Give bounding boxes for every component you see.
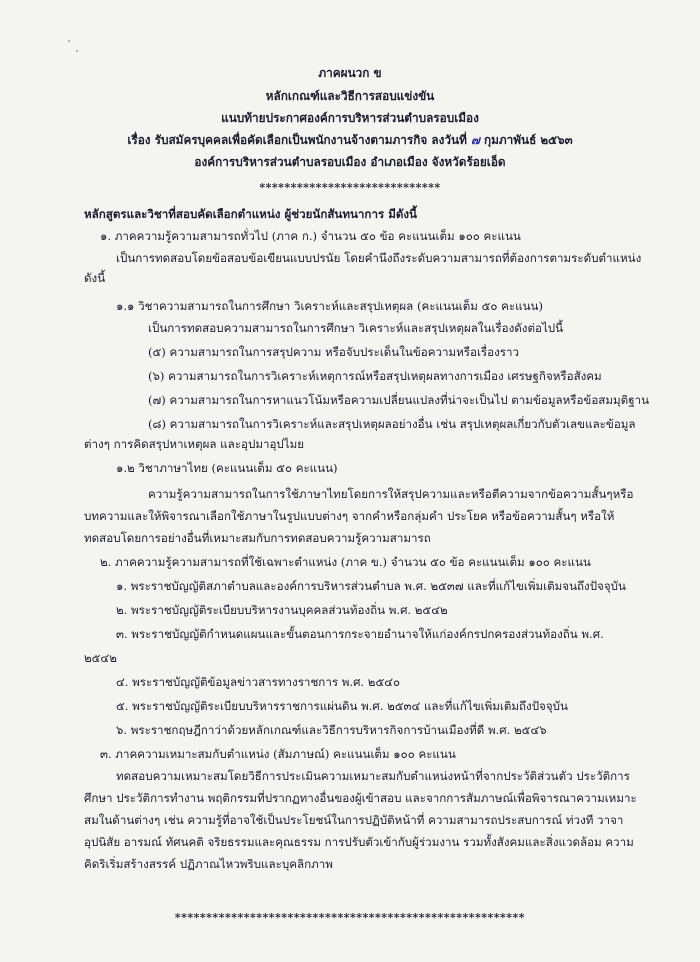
body-line: อุปนิสัย อารมณ์ ทัศนคติ จริยธรรมและคุณธรรม การปรับตัวเข้ากับผู้ร่วมงาน รวมทั้งสังคมและสิ่งแวดล้อม ความ [84, 835, 634, 849]
body-line: คิดริเริ่มสร้างสรรค์ ปฏิภาณไหวพริบและบุคลิกภาพ [84, 857, 333, 871]
subject-line [0, 130, 700, 150]
body-line: ความรู้ความสามารถในการใช้ภาษาไทยโดยการให้สรุปความและหรือตีความจากข้อความสั้นๆหรือ [148, 487, 634, 501]
list-item: (๗) ความสามารถในการหาแนวโน้มหรือความเปลี่ยนแปลงที่น่าจะเป็นไป ตามข้อมูลหรือข้อสมมุติฐาน [148, 393, 650, 407]
body-line: ทดสอบความเหมาะสมโดยวิธีการประเมินความเหมาะสมกับตำแหน่งหน้าที่จากประวัติส่วนตัว ประวัติการ [116, 769, 630, 783]
body-line: ศึกษา ประวัติการทำงาน พฤติกรรมที่ปรากฏทางอื่นของผู้เข้าสอบ และจากการสัมภาษณ์เพื่อพิจารณาความเหมาะ [84, 791, 637, 805]
header-divider: ***************************** [259, 181, 441, 194]
subject-prefix: เรื่อง รับสมัครบุคคลเพื่อคัดเลือกเป็นพนักงานจ้างตามภารกิจ ลงวันที่ [127, 133, 467, 147]
section-1-heading: ๑. ภาคความรู้ความสามารถทั่วไป (ภาค ก.) จำนวน ๕๐ ข้อ คะแนนเต็ม ๑๐๐ คะแนน [100, 229, 521, 243]
law-item: ๓. พระราชบัญญัติกำหนดแผนและขั้นตอนการกระจายอำนาจให้แก่องค์กรปกครองส่วนท้องถิ่น พ.ศ. [116, 627, 604, 641]
section-3-heading: ๓. ภาคความเหมาะสมกับตำแหน่ง (สัมภาษณ์) คะแนนเต็ม ๑๐๐ คะแนน [100, 747, 456, 761]
body-line: ดังนี้ [84, 271, 106, 285]
law-item: ๔. พระราชบัญญัติข้อมูลข่าวสารทางราชการ พ.ศ. ๒๕๔๐ [116, 675, 401, 689]
list-item: (๕) ความสามารถในการสรุปความ หรือจับประเด็นในข้อความหรือเรื่องราว [148, 345, 520, 359]
subsection-1-1: ๑.๑ วิชาความสามารถในการศึกษา วิเคราะห์และสรุปเหตุผล (คะแนนเต็ม ๕๐ คะแนน) [116, 299, 543, 313]
annex-label: ภาคผนวก ข [318, 66, 382, 80]
law-item: ๖. พระราชกฤษฎีกาว่าด้วยหลักเกณฑ์และวิธีการบริหารกิจการบ้านเมืองที่ดี พ.ศ. ๒๕๔๖ [116, 723, 547, 737]
handwritten-day: ๗ [470, 133, 480, 147]
law-item: ๑. พระราชบัญญัติสภาตำบลและองค์การบริหารส่วนตำบล พ.ศ. ๒๕๓๗ และที่แก้ไขเพิ่มเติมจนถึงปัจจุบัน [116, 579, 626, 593]
paper-speck [76, 50, 78, 52]
body-line: เป็นการทดสอบโดยข้อสอบข้อเขียนแบบปรนัย โดยคำนึงถึงระดับความสามารถที่ต้องการตามระดับตำแหน่ง [116, 251, 642, 265]
curriculum-heading: หลักสูตรและวิชาที่สอบคัดเลือกตำแหน่ง ผู้ช่วยนักสันทนาการ มีดังนี้ [84, 207, 417, 221]
subject-suffix: กุมภาพันธ์ ๒๕๖๓ [483, 133, 573, 147]
subsection-1-2: ๑.๒ วิชาภาษาไทย (คะแนนเต็ม ๕๐ คะแนน) [116, 461, 338, 475]
body-line: เป็นการทดสอบความสามารถในการศึกษา วิเคราะห์และสรุปเหตุผลในเรื่องดังต่อไปนี้ [148, 321, 564, 335]
announcement-line: แนบท้ายประกาศองค์การบริหารส่วนตำบลรอบเมือง [221, 111, 479, 125]
law-item: ๕. พระราชบัญญัติระเบียบบริหารราชการแผ่นดิน พ.ศ. ๒๕๓๔ และที่แก้ไขเพิ่มเติมถึงปัจจุบัน [116, 699, 568, 713]
footer-divider: ******************************************************** [174, 911, 526, 924]
document-title: หลักเกณฑ์และวิธีการสอบแข่งขัน [265, 89, 435, 103]
body-line: ต่างๆ การคิดสรุปหาเหตุผล และอุปมาอุปไมย [84, 437, 305, 451]
organization-line: องค์การบริหารส่วนตำบลรอบเมือง อำเภอเมือง จังหวัดร้อยเอ็ด [194, 155, 506, 169]
paper-speck [68, 40, 70, 42]
body-line: สมในด้านต่างๆ เช่น ความรู้ที่อาจใช้เป็นประโยชน์ในการปฏิบัติหน้าที่ ความสามารถประสบการณ์ ท่วงที วาจา [84, 813, 624, 827]
section-2-heading: ๒. ภาคความรู้ความสามารถที่ใช้เฉพาะตำแหน่ง (ภาค ข.) จำนวน ๕๐ ข้อ คะแนนเต็ม ๑๐๐ คะแนน [100, 555, 591, 569]
law-item: ๒. พระราชบัญญัติระเบียบบริหารงานบุคคลส่วนท้องถิ่น พ.ศ. ๒๕๔๒ [116, 603, 448, 617]
body-line: ๒๕๔๒ [84, 651, 117, 665]
list-item: (๘) ความสามารถในการวิเคราะห์และสรุปเหตุผลอย่างอื่น เช่น สรุปเหตุผลเกี่ยวกับตัวเลขและข้อมูล [148, 417, 636, 431]
list-item: (๖) ความสามารถในการวิเคราะห์เหตุการณ์หรือสรุปเหตุผลทางการเมือง เศรษฐกิจหรือสังคม [148, 369, 602, 383]
body-line: บทความและให้พิจารณาเลือกใช้ภาษาในรูปแบบต่างๆ จากคำหรือกลุ่มคำ ประโยค หรือข้อความสั้นๆ หรือให้ [84, 509, 615, 523]
body-line: ทดสอบโดยการอย่างอื่นที่เหมาะสมกับการทดสอบความรู้ความสามารถ [84, 531, 431, 545]
